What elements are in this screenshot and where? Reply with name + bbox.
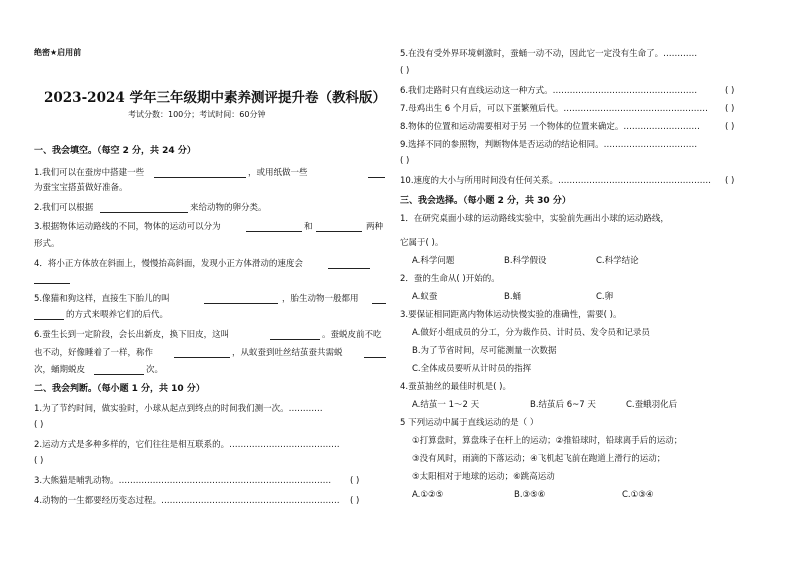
choice-q1: 1．在研究桌面小球的运动路线实验中，实验前先画出小球的运动路线，	[400, 214, 669, 224]
option-a[interactable]: A.做好小组成员的分工，分为裁作员、计时员、发令员和记录员	[412, 328, 650, 338]
choice-q5-line1: ①打算盘时，算盘珠子在杆上的运动；②推铅球时，铅球离手后的运动；	[412, 436, 683, 446]
blank[interactable]	[270, 330, 320, 340]
question-fill-1-cont: 为蚕宝宝搭茧做好准备。	[34, 183, 128, 193]
blank[interactable]	[34, 310, 64, 320]
option-b[interactable]: B.为了节省时间，尽可能测量一次数据	[412, 346, 557, 356]
choice-q2: 2．蚕的生命从( )开始的。	[400, 274, 500, 284]
blank[interactable]	[154, 168, 246, 178]
option-a[interactable]: A.蚁蚕	[412, 292, 438, 302]
blank[interactable]	[368, 168, 385, 178]
judge-q7-paren[interactable]: ( )	[725, 104, 735, 114]
blank[interactable]	[204, 294, 278, 304]
option-b[interactable]: B.蛹	[504, 292, 522, 302]
option-c[interactable]: C.①③④	[622, 490, 654, 500]
confidential-mark: 绝密★启用前	[34, 48, 82, 57]
judge-q7: 7.母鸡出生 6 个月后，可以下蛋繁殖后代。……………………………………………	[400, 104, 708, 114]
judge-q10: 10.速度的大小与所用时间没有任何关系。………………………………………………	[400, 176, 712, 186]
judge-q9: 9.选择不同的参照物，判断物体是否运动的结论相同。……………………………	[400, 140, 698, 150]
judge-q3: 3.大熊猫是哺乳动物。…………………………………………………………………	[34, 476, 332, 486]
exam-info: 考试分数：100分；考试时间：60分钟	[128, 110, 266, 119]
section-judge-heading: 二、我会判断。（每小题 1 分，共 10 分）	[34, 384, 205, 394]
judge-q10-paren[interactable]: ( )	[725, 176, 735, 186]
choice-q4: 4.蚕茧抽丝的最佳时机是( )。	[400, 382, 511, 392]
option-c[interactable]: C.全体成员要听从计时员的指挥	[412, 364, 532, 374]
blank[interactable]	[328, 259, 370, 269]
option-b[interactable]: B.科学假设	[504, 256, 547, 266]
judge-q5-paren[interactable]: ( )	[400, 66, 410, 76]
option-b[interactable]: B.结茧后 6~7 天	[530, 400, 596, 410]
judge-q4: 4.动物的一生都要经历变态过程。………………………………………………………	[34, 496, 340, 506]
option-a[interactable]: A.结茧一 1～2 天	[412, 400, 480, 410]
blank[interactable]	[34, 274, 70, 284]
blank[interactable]	[100, 203, 188, 213]
section-choice-heading: 三、我会选择。（每小题 2 分，共 30 分）	[400, 196, 571, 206]
judge-q3-paren[interactable]: ( )	[350, 476, 360, 486]
exam-page: 绝密★启用前 2023-2024 学年三年级期中素养测评提升卷（教科版） 考试分数：100分；考试时间：60分钟 一、我会填空。（每空 2 分，共 24 分） 1.我们可以在蚕房中搭建一些 ，或用纸做一些 为蚕宝宝搭茧做好准备。 2.我们可以根据 来给动物的卵分类。 3.根据物体运动路线的不同，物体的运动可以分为 和 两种 形式。 4．将小正方体放在斜面上，慢慢抬高斜面，发现小正方体滑动的速度会 5.像猫和狗这样，直接生下胎儿的叫 ，胎生动物一般都用 的方式来喂养它们的后代。 6.蚕生长到一定阶段，会长出新皮，换下旧皮，这叫 。蚕蜕皮前不吃 也不动，好像睡着了一样，称作 ，从蚁蚕到吐丝结茧蚕共需蜕 次，蛹期蜕皮 次。 二、我会判断。（每小题 1 分，共 10 分） 1.为了节约时间，做实验时，小球从起点到终点的时间我们测一次。………… ( ) 2.运动方式是多种多样的，它们往往是相互联系的。………………………………… ( ) 3.大熊猫是哺乳动物。………………………………………………………………… ( ) 4.动物的一生都要经历变态过程。……………………………………………………… ( ) 5.在没有受外界环境刺激时，蚕蛹一动不动，因此它一定没有生命了。………… ( ) 6.我们走路时只有直线运动这一种方式。…………………………………………… ( ) 7.母鸡出生 6 个月后，可以下蛋繁殖后代。…………………………………………… ( ) 8.物体的位置和运动需要相对于另 一个物体的位置来确定。……………………… ( ) 9.选择不同的参照物，判断物体是否运动的结论相同。…………………………… ( ) 10.速度的大小与所用时间没有任何关系。……………………………………………… ( ) 三、我会选择。（每小题 2 分，共 30 分） 1．在研究桌面小球的运动路线实验中，实验前先画出小球的运动路线， 它属于( )。 A.科学问题 B.科学假设 C.科学结论 2．蚕的生命从( )开始的。 A.蚁蚕 B.蛹 C.卵 3.要保证相同距离内物体运动快慢实验的准确性，需要( )。 A.做好小组成员的分工，分为裁作员、计时员、发令员和记录员 B.为了节省时间，尽可能测量一次数据 C.全体成员要听从计时员的指挥 4.蚕茧抽丝的最佳时机是( )。 A.结茧一 1～2 天 B.结茧后 6~7 天 C.蚕蛾羽化后 5 下列运动中属于直线运动的是（ ） ①打算盘时，算盘珠子在杆上的运动；②推铅球时，铅球离手后的运动； ③没有风时，雨滴的下落运动；④飞机起飞前在跑道上滑行的运动； ⑤太阳相对于地球的运动；⑥跳高运动 A.①②⑤ B.③⑤⑥ C.①③④	[34, 48, 735, 506]
choice-q5-line3: ⑤太阳相对于地球的运动；⑥跳高运动	[412, 472, 555, 482]
blank[interactable]	[316, 222, 362, 232]
judge-q8-paren[interactable]: ( )	[725, 122, 735, 132]
judge-q2: 2.运动方式是多种多样的，它们往往是相互联系的。…………………………………	[34, 440, 340, 450]
option-c[interactable]: C.卵	[596, 292, 614, 302]
blank[interactable]	[246, 222, 302, 232]
choice-q1-cont: 它属于( )。	[400, 238, 444, 248]
choice-q5: 5 下列运动中属于直线运动的是（ ）	[400, 418, 539, 428]
judge-q9-paren[interactable]: ( )	[400, 156, 410, 166]
option-b[interactable]: B.③⑤⑥	[514, 490, 546, 500]
judge-q8: 8.物体的位置和运动需要相对于另 一个物体的位置来确定。………………………	[400, 122, 700, 132]
judge-q2-paren[interactable]: ( )	[34, 456, 44, 466]
judge-q5: 5.在没有受外界环境刺激时，蚕蛹一动不动，因此它一定没有生命了。…………	[400, 49, 698, 59]
judge-q6-paren[interactable]: ( )	[725, 86, 735, 96]
blank[interactable]	[94, 365, 144, 375]
choice-q3: 3.要保证相同距离内物体运动快慢实验的准确性，需要( )。	[400, 310, 622, 320]
question-fill-3-cont: 形式。	[34, 239, 60, 249]
judge-q1-paren[interactable]: ( )	[34, 420, 44, 430]
section-fill-blank-heading: 一、我会填空。（每空 2 分，共 24 分）	[34, 146, 196, 156]
option-c[interactable]: C.科学结论	[596, 256, 639, 266]
judge-q1: 1.为了节约时间，做实验时，小球从起点到终点的时间我们测一次。…………	[34, 404, 323, 414]
option-a[interactable]: A.①②⑤	[412, 490, 444, 500]
blank[interactable]	[364, 348, 386, 358]
judge-q6: 6.我们走路时只有直线运动这一种方式。……………………………………………	[400, 86, 698, 96]
option-c[interactable]: C.蚕蛾羽化后	[626, 400, 678, 410]
blank[interactable]	[372, 294, 386, 304]
exam-title: 2023-2024 学年三年级期中素养测评提升卷（教科版）	[44, 90, 386, 106]
blank[interactable]	[174, 348, 230, 358]
judge-q4-paren[interactable]: ( )	[350, 496, 360, 506]
choice-q5-line2: ③没有风时，雨滴的下落运动；④飞机起飞前在跑道上滑行的运动；	[412, 454, 666, 464]
option-a[interactable]: A.科学问题	[412, 256, 455, 266]
